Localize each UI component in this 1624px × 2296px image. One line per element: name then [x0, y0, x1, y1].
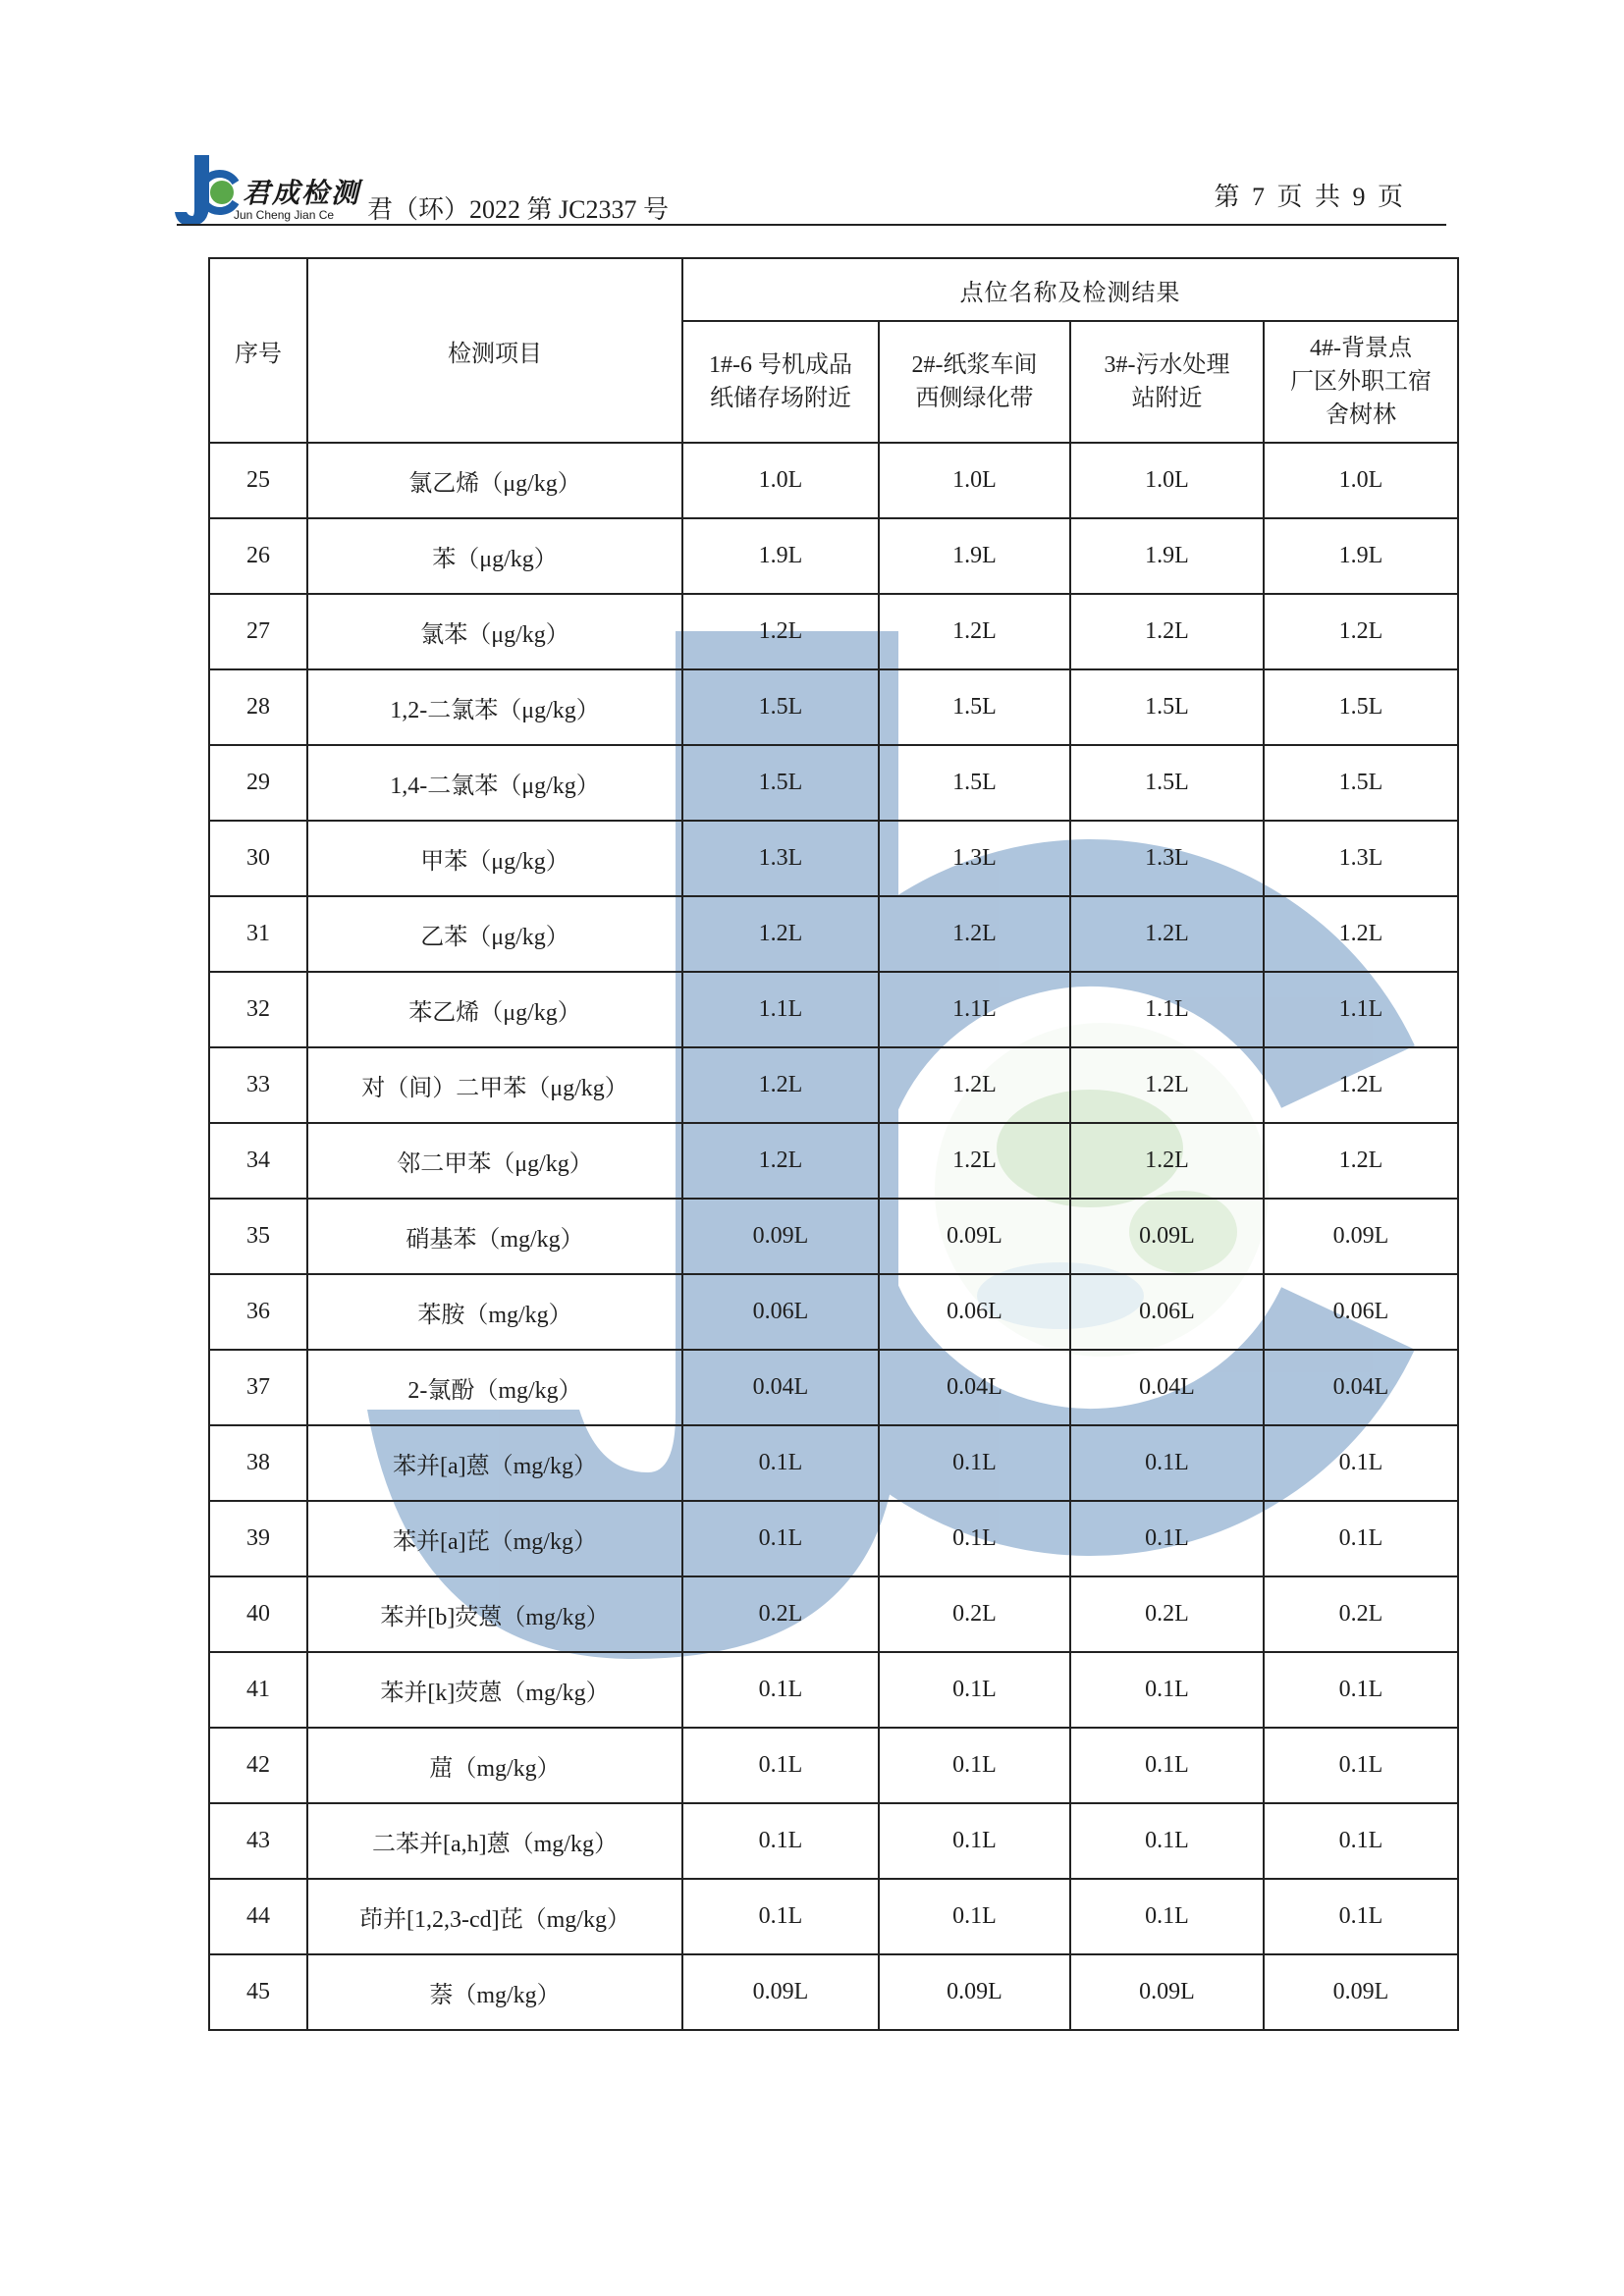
row-seq-cell: 36	[209, 1274, 307, 1350]
table-row	[209, 1425, 1458, 1501]
result-cell-site-1: 1.2L	[682, 1047, 879, 1123]
results-table	[208, 257, 1459, 2031]
result-cell-site-2: 1.5L	[879, 745, 1070, 821]
result-cell-site-1: 0.1L	[682, 1728, 879, 1803]
result-cell-site-4: 0.1L	[1264, 1652, 1458, 1728]
result-cell-site-1: 1.2L	[682, 1123, 879, 1199]
row-seq-cell: 27	[209, 594, 307, 669]
result-cell-site-3: 1.2L	[1070, 594, 1264, 669]
row-item-cell: 硝基苯（mg/kg）	[307, 1199, 682, 1274]
result-cell-site-2: 0.09L	[879, 1954, 1070, 2030]
row-seq-cell: 38	[209, 1425, 307, 1501]
column-header-site-3: 3#-污水处理 站附近	[1070, 321, 1264, 443]
result-cell-site-3: 0.06L	[1070, 1274, 1264, 1350]
result-cell-site-4: 0.09L	[1264, 1954, 1458, 2030]
result-cell-site-1: 1.2L	[682, 594, 879, 669]
result-cell-site-2: 0.1L	[879, 1501, 1070, 1576]
row-seq-cell: 43	[209, 1803, 307, 1879]
row-item-cell: 乙苯（μg/kg）	[307, 896, 682, 972]
result-cell-site-2: 0.09L	[879, 1199, 1070, 1274]
row-item-cell: 苯乙烯（μg/kg）	[307, 972, 682, 1047]
result-cell-site-4: 1.2L	[1264, 594, 1458, 669]
logo-english-name: Jun Cheng Jian Ce	[234, 208, 335, 222]
result-cell-site-3: 0.1L	[1070, 1501, 1264, 1576]
table-row	[209, 669, 1458, 745]
table-row	[209, 1803, 1458, 1879]
row-seq-cell: 32	[209, 972, 307, 1047]
result-cell-site-4: 1.0L	[1264, 443, 1458, 518]
result-cell-site-3: 0.1L	[1070, 1425, 1264, 1501]
result-cell-site-3: 0.1L	[1070, 1803, 1264, 1879]
result-cell-site-3: 1.3L	[1070, 821, 1264, 896]
result-cell-site-2: 1.5L	[879, 669, 1070, 745]
result-cell-site-2: 0.1L	[879, 1652, 1070, 1728]
result-cell-site-1: 0.06L	[682, 1274, 879, 1350]
page-number: 第 7 页 共 9 页	[1214, 183, 1406, 211]
report-number: 君（环）2022 第 JC2337 号	[367, 195, 669, 224]
result-cell-site-2: 1.2L	[879, 594, 1070, 669]
row-item-cell: 2-氯酚（mg/kg）	[307, 1350, 682, 1425]
row-seq-cell: 31	[209, 896, 307, 972]
result-cell-site-1: 1.3L	[682, 821, 879, 896]
row-item-cell: 甲苯（μg/kg）	[307, 821, 682, 896]
result-cell-site-1: 1.9L	[682, 518, 879, 594]
result-cell-site-4: 0.1L	[1264, 1501, 1458, 1576]
result-cell-site-4: 0.1L	[1264, 1728, 1458, 1803]
result-cell-site-4: 0.04L	[1264, 1350, 1458, 1425]
result-cell-site-3: 1.1L	[1070, 972, 1264, 1047]
row-item-cell: 二苯并[a,h]蒽（mg/kg）	[307, 1803, 682, 1879]
result-cell-site-3: 1.2L	[1070, 896, 1264, 972]
column-header-seq: 序号	[209, 258, 307, 443]
result-cell-site-3: 1.9L	[1070, 518, 1264, 594]
result-cell-site-2: 0.06L	[879, 1274, 1070, 1350]
result-cell-site-1: 0.04L	[682, 1350, 879, 1425]
row-seq-cell: 28	[209, 669, 307, 745]
table-row	[209, 1652, 1458, 1728]
result-cell-site-4: 1.5L	[1264, 745, 1458, 821]
row-seq-cell: 34	[209, 1123, 307, 1199]
table-row	[209, 1274, 1458, 1350]
table-header	[209, 258, 1458, 443]
result-cell-site-2: 1.3L	[879, 821, 1070, 896]
header-divider	[177, 224, 1446, 226]
row-item-cell: 1,2-二氯苯（μg/kg）	[307, 669, 682, 745]
result-cell-site-1: 1.2L	[682, 896, 879, 972]
result-cell-site-3: 0.09L	[1070, 1954, 1264, 2030]
result-cell-site-3: 0.09L	[1070, 1199, 1264, 1274]
column-header-site-4: 4#-背景点 厂区外职工宿 舍树林	[1264, 321, 1458, 443]
table-row	[209, 821, 1458, 896]
result-cell-site-4: 0.1L	[1264, 1879, 1458, 1954]
row-seq-cell: 40	[209, 1576, 307, 1652]
result-cell-site-3: 1.0L	[1070, 443, 1264, 518]
result-cell-site-1: 0.1L	[682, 1652, 879, 1728]
row-seq-cell: 25	[209, 443, 307, 518]
table-row	[209, 972, 1458, 1047]
table-row	[209, 443, 1458, 518]
result-cell-site-1: 0.1L	[682, 1803, 879, 1879]
result-cell-site-2: 1.9L	[879, 518, 1070, 594]
row-seq-cell: 37	[209, 1350, 307, 1425]
result-cell-site-1: 0.09L	[682, 1199, 879, 1274]
table-row	[209, 1199, 1458, 1274]
row-item-cell: 1,4-二氯苯（μg/kg）	[307, 745, 682, 821]
row-item-cell: 氯乙烯（μg/kg）	[307, 443, 682, 518]
result-cell-site-3: 0.1L	[1070, 1652, 1264, 1728]
column-header-site-2: 2#-纸浆车间 西侧绿化带	[879, 321, 1070, 443]
row-item-cell: 氯苯（μg/kg）	[307, 594, 682, 669]
row-item-cell: 茚并[1,2,3-cd]芘（mg/kg）	[307, 1879, 682, 1954]
result-cell-site-2: 0.1L	[879, 1425, 1070, 1501]
result-cell-site-1: 0.09L	[682, 1954, 879, 2030]
result-cell-site-3: 0.04L	[1070, 1350, 1264, 1425]
result-cell-site-3: 0.2L	[1070, 1576, 1264, 1652]
result-cell-site-3: 1.2L	[1070, 1123, 1264, 1199]
row-item-cell: 苯并[b]荧蒽（mg/kg）	[307, 1576, 682, 1652]
result-cell-site-1: 0.2L	[682, 1576, 879, 1652]
row-seq-cell: 29	[209, 745, 307, 821]
row-item-cell: 对（间）二甲苯（μg/kg）	[307, 1047, 682, 1123]
result-cell-site-4: 1.2L	[1264, 1047, 1458, 1123]
result-cell-site-4: 0.2L	[1264, 1576, 1458, 1652]
table-row	[209, 896, 1458, 972]
result-cell-site-2: 0.1L	[879, 1728, 1070, 1803]
result-cell-site-4: 0.09L	[1264, 1199, 1458, 1274]
result-cell-site-4: 1.3L	[1264, 821, 1458, 896]
row-item-cell: 苯并[k]荧蒽（mg/kg）	[307, 1652, 682, 1728]
table-row	[209, 1047, 1458, 1123]
result-cell-site-2: 1.1L	[879, 972, 1070, 1047]
result-cell-site-1: 0.1L	[682, 1501, 879, 1576]
table-row	[209, 1576, 1458, 1652]
row-seq-cell: 33	[209, 1047, 307, 1123]
result-cell-site-4: 0.1L	[1264, 1425, 1458, 1501]
row-item-cell: 苯并[a]蒽（mg/kg）	[307, 1425, 682, 1501]
result-cell-site-2: 0.04L	[879, 1350, 1070, 1425]
table-row	[209, 594, 1458, 669]
result-cell-site-3: 0.1L	[1070, 1879, 1264, 1954]
table-row	[209, 1350, 1458, 1425]
row-item-cell: 萘（mg/kg）	[307, 1954, 682, 2030]
row-item-cell: 苯胺（mg/kg）	[307, 1274, 682, 1350]
row-seq-cell: 42	[209, 1728, 307, 1803]
result-cell-site-4: 1.2L	[1264, 896, 1458, 972]
result-cell-site-4: 1.5L	[1264, 669, 1458, 745]
result-cell-site-2: 0.2L	[879, 1576, 1070, 1652]
result-cell-site-2: 1.2L	[879, 1123, 1070, 1199]
table-row	[209, 745, 1458, 821]
column-header-site-1: 1#-6 号机成品 纸储存场附近	[682, 321, 879, 443]
result-cell-site-3: 1.5L	[1070, 669, 1264, 745]
result-cell-site-1: 1.0L	[682, 443, 879, 518]
table-row	[209, 518, 1458, 594]
result-cell-site-1: 1.5L	[682, 669, 879, 745]
result-cell-site-4: 1.1L	[1264, 972, 1458, 1047]
result-cell-site-1: 1.1L	[682, 972, 879, 1047]
result-cell-site-2: 1.2L	[879, 1047, 1070, 1123]
row-seq-cell: 44	[209, 1879, 307, 1954]
logo-chinese-name: 君成检测	[243, 179, 361, 209]
table-body	[209, 443, 1458, 2030]
result-cell-site-4: 0.06L	[1264, 1274, 1458, 1350]
table-row	[209, 1728, 1458, 1803]
result-cell-site-1: 0.1L	[682, 1879, 879, 1954]
result-cell-site-1: 1.5L	[682, 745, 879, 821]
table-header-row	[209, 258, 1458, 321]
result-cell-site-2: 1.2L	[879, 896, 1070, 972]
result-cell-site-4: 0.1L	[1264, 1803, 1458, 1879]
result-cell-site-3: 1.5L	[1070, 745, 1264, 821]
table-row	[209, 1501, 1458, 1576]
row-seq-cell: 41	[209, 1652, 307, 1728]
row-item-cell: 苯并[a]芘（mg/kg）	[307, 1501, 682, 1576]
row-seq-cell: 45	[209, 1954, 307, 2030]
result-cell-site-2: 0.1L	[879, 1879, 1070, 1954]
row-seq-cell: 39	[209, 1501, 307, 1576]
table-row	[209, 1879, 1458, 1954]
column-header-item: 检测项目	[307, 258, 682, 443]
row-item-cell: 䓛（mg/kg）	[307, 1728, 682, 1803]
result-cell-site-4: 1.2L	[1264, 1123, 1458, 1199]
result-cell-site-4: 1.9L	[1264, 518, 1458, 594]
row-seq-cell: 35	[209, 1199, 307, 1274]
result-cell-site-2: 0.1L	[879, 1803, 1070, 1879]
table-row	[209, 1954, 1458, 2030]
row-seq-cell: 30	[209, 821, 307, 896]
row-seq-cell: 26	[209, 518, 307, 594]
row-item-cell: 苯（μg/kg）	[307, 518, 682, 594]
column-group-header-results: 点位名称及检测结果	[682, 258, 1458, 321]
table-row	[209, 1123, 1458, 1199]
result-cell-site-3: 1.2L	[1070, 1047, 1264, 1123]
row-item-cell: 邻二甲苯（μg/kg）	[307, 1123, 682, 1199]
result-cell-site-1: 0.1L	[682, 1425, 879, 1501]
result-cell-site-3: 0.1L	[1070, 1728, 1264, 1803]
result-cell-site-2: 1.0L	[879, 443, 1070, 518]
